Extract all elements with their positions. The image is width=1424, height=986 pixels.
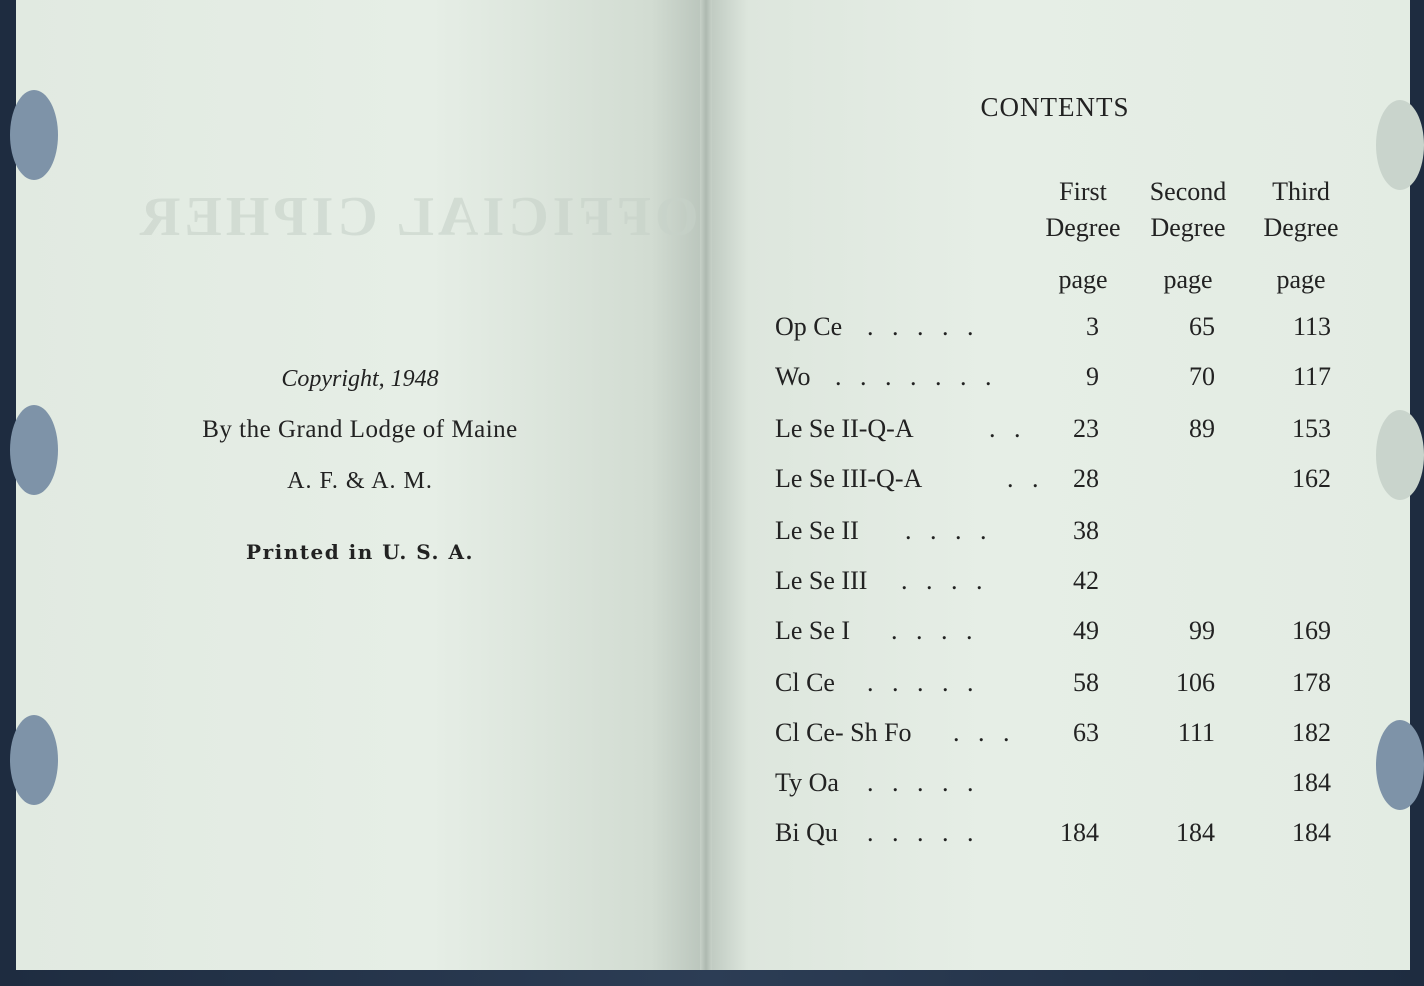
page-number-first-degree: 38 bbox=[1073, 516, 1099, 545]
page-number-first-degree: 63 bbox=[1073, 718, 1099, 747]
page-number-third-degree: 184 bbox=[1292, 818, 1331, 847]
column-header-line2: Degree bbox=[1263, 213, 1339, 242]
leader-dots: . . . . . . . bbox=[835, 362, 998, 391]
column-header-page: page bbox=[1163, 265, 1213, 294]
page-number-third-degree: 117 bbox=[1292, 362, 1331, 391]
column-header-page: page bbox=[1276, 265, 1326, 294]
thumb-index-tab bbox=[1376, 100, 1424, 190]
thumb-index-tab bbox=[10, 405, 58, 495]
printed-in-line: Printed in U. S. A. bbox=[246, 540, 474, 564]
column-header-third-degree bbox=[1248, 174, 1354, 298]
page-number-second-degree: 65 bbox=[1189, 312, 1215, 341]
leader-dots: . . . . bbox=[905, 516, 993, 545]
table-row bbox=[775, 566, 1335, 606]
section-label: Le Se II-Q-A bbox=[775, 414, 914, 443]
column-header-second-degree bbox=[1138, 174, 1238, 298]
section-label: Le Se III-Q-A bbox=[775, 464, 923, 493]
table-row bbox=[775, 464, 1335, 504]
page-number-third-degree: 178 bbox=[1292, 668, 1331, 697]
rite-line: A. F. & A. M. bbox=[287, 468, 433, 494]
table-row bbox=[775, 312, 1335, 352]
page-number-third-degree: 153 bbox=[1292, 414, 1331, 443]
page-number-first-degree: 3 bbox=[1086, 312, 1099, 341]
leader-dots: . . bbox=[1007, 464, 1045, 493]
column-header-page: page bbox=[1058, 265, 1108, 294]
table-row bbox=[775, 818, 1335, 858]
page-number-first-degree: 49 bbox=[1073, 616, 1099, 645]
page-number-first-degree: 9 bbox=[1086, 362, 1099, 391]
leader-dots: . . . . . bbox=[867, 818, 980, 847]
leader-dots: . . . . bbox=[901, 566, 989, 595]
section-label: Cl Ce- Sh Fo bbox=[775, 718, 912, 747]
publisher-line: By the Grand Lodge of Maine bbox=[202, 416, 518, 443]
page-number-third-degree: 113 bbox=[1292, 312, 1331, 341]
table-row bbox=[775, 718, 1335, 758]
column-header-first-degree bbox=[1028, 174, 1138, 298]
page-number-third-degree: 182 bbox=[1292, 718, 1331, 747]
section-label: Bi Qu bbox=[775, 818, 838, 847]
page-number-first-degree: 42 bbox=[1073, 566, 1099, 595]
thumb-index-tab bbox=[10, 90, 58, 180]
leader-dots: . . . . . bbox=[867, 768, 980, 797]
table-row bbox=[775, 668, 1335, 708]
page-number-second-degree: 106 bbox=[1176, 668, 1215, 697]
section-label: Op Ce bbox=[775, 312, 843, 341]
leader-dots: . . . . . bbox=[867, 668, 980, 697]
page-number-second-degree: 111 bbox=[1177, 718, 1215, 747]
copyright-line: Copyright, 1948 bbox=[281, 366, 439, 392]
page-number-first-degree: 184 bbox=[1060, 818, 1099, 847]
section-label: Wo bbox=[775, 362, 811, 391]
book-gutter bbox=[700, 0, 712, 970]
page-number-third-degree: 184 bbox=[1292, 768, 1331, 797]
page-number-second-degree: 99 bbox=[1189, 616, 1215, 645]
page-number-second-degree: 70 bbox=[1189, 362, 1215, 391]
table-row bbox=[775, 516, 1335, 556]
section-label: Le Se II bbox=[775, 516, 859, 545]
leader-dots: . . bbox=[989, 414, 1027, 443]
thumb-index-tab bbox=[1376, 720, 1424, 810]
leader-dots: . . . bbox=[953, 718, 1016, 747]
column-header-line1: Second bbox=[1149, 177, 1227, 206]
section-label: Le Se III bbox=[775, 566, 868, 595]
leader-dots: . . . . bbox=[891, 616, 979, 645]
page-number-second-degree: 184 bbox=[1176, 818, 1215, 847]
column-header-line1: First bbox=[1059, 177, 1107, 206]
contents-title: CONTENTS bbox=[980, 92, 1130, 122]
thumb-index-tab bbox=[1376, 410, 1424, 500]
table-row bbox=[775, 362, 1335, 402]
column-header-line2: Degree bbox=[1045, 213, 1121, 242]
bleed-through-text: OFFICIAL CIPHER bbox=[136, 186, 699, 248]
page-number-first-degree: 23 bbox=[1073, 414, 1099, 443]
table-row bbox=[775, 616, 1335, 656]
section-label: Cl Ce bbox=[775, 668, 835, 697]
section-label: Ty Oa bbox=[775, 768, 839, 797]
column-header-line2: Degree bbox=[1150, 213, 1226, 242]
page-number-third-degree: 169 bbox=[1292, 616, 1331, 645]
table-row bbox=[775, 768, 1335, 808]
thumb-index-tab bbox=[10, 715, 58, 805]
page-number-second-degree: 89 bbox=[1189, 414, 1215, 443]
page-number-first-degree: 28 bbox=[1073, 464, 1099, 493]
table-row bbox=[775, 414, 1335, 454]
leader-dots: . . . . . bbox=[867, 312, 980, 341]
page-number-first-degree: 58 bbox=[1073, 668, 1099, 697]
page-number-third-degree: 162 bbox=[1292, 464, 1331, 493]
section-label: Le Se I bbox=[775, 616, 851, 645]
column-header-line1: Third bbox=[1272, 177, 1330, 206]
